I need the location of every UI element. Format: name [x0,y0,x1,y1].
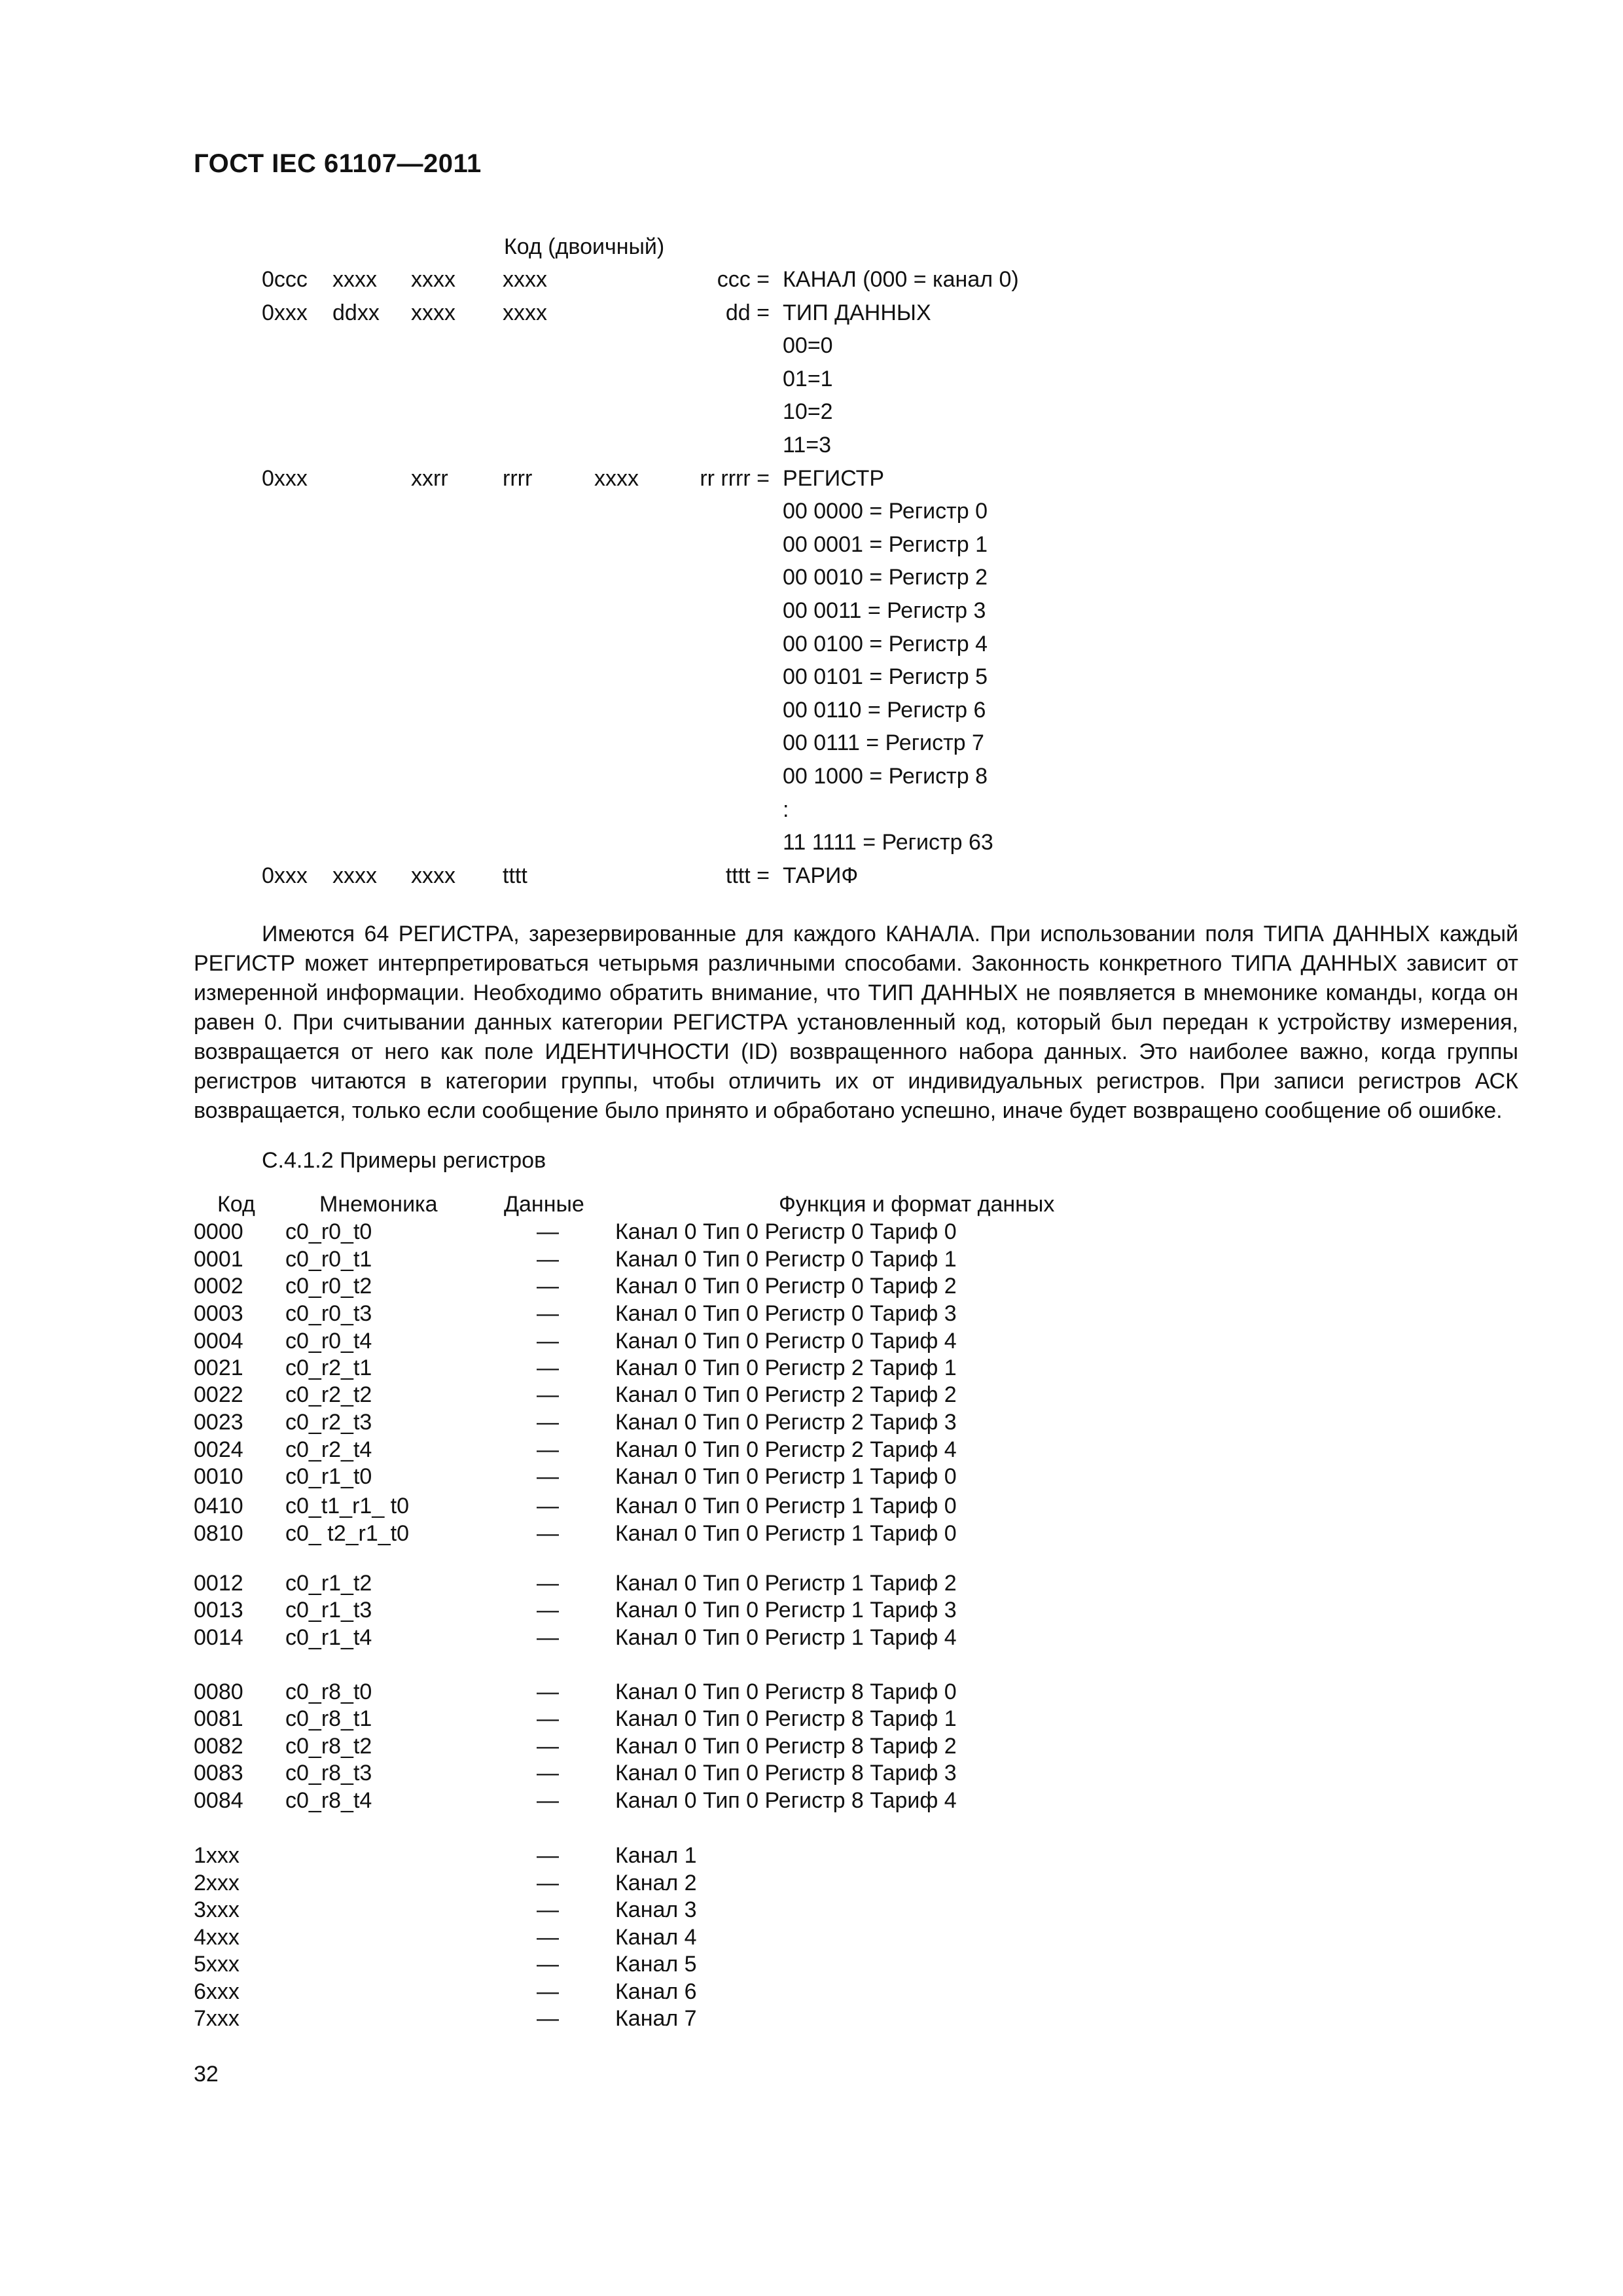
cell-data: — [537,1706,559,1731]
cell-code: 0000 [194,1219,243,1244]
cell-code: 6xxx [194,1979,240,2004]
cell-mnemonic: c0_r0_t2 [285,1274,372,1299]
cell-data: — [537,1788,559,1813]
cell-code: 0014 [194,1625,243,1650]
code-cell-c4: xxxx [503,267,547,292]
cell-function: Канал 2 [615,1871,697,1895]
code-cell-desc: 00 1000 = Регистр 8 [783,764,988,789]
code-cell-c2: ddxx [332,300,380,325]
cell-mnemonic: c0_r2_t4 [285,1437,372,1462]
cell-mnemonic: c0_r2_t1 [285,1355,372,1380]
code-cell-desc: РЕГИСТР [783,466,885,491]
cell-code: 0084 [194,1788,243,1813]
code-cell-desc: 01=1 [783,367,833,391]
header-code: Код [217,1192,255,1217]
cell-code: 0022 [194,1382,243,1407]
code-cell-desc: : [783,797,789,822]
cell-data: — [537,1274,559,1299]
cell-function: Канал 0 Тип 0 Регистр 1 Тариф 3 [615,1598,957,1623]
cell-data: — [537,1679,559,1704]
cell-data: — [537,1625,559,1650]
cell-code: 0001 [194,1247,243,1272]
code-cell-desc: 00 0100 = Регистр 4 [783,632,988,656]
cell-function: Канал 0 Тип 0 Регистр 0 Тариф 1 [615,1247,957,1272]
cell-code: 0081 [194,1706,243,1731]
cell-mnemonic: c0_r0_t0 [285,1219,372,1244]
cell-function: Канал 5 [615,1952,697,1977]
code-cell-desc: ТАРИФ [783,863,859,888]
cell-mnemonic: c0_r2_t2 [285,1382,372,1407]
cell-mnemonic: c0_r8_t4 [285,1788,372,1813]
cell-function: Канал 0 Тип 0 Регистр 8 Тариф 4 [615,1788,957,1813]
cell-code: 0013 [194,1598,243,1623]
cell-function: Канал 0 Тип 0 Регистр 0 Тариф 4 [615,1329,957,1354]
cell-data: — [537,1247,559,1272]
cell-function: Канал 0 Тип 0 Регистр 8 Тариф 1 [615,1706,957,1731]
cell-function: Канал 0 Тип 0 Регистр 0 Тариф 0 [615,1219,957,1244]
cell-data: — [537,1925,559,1950]
cell-function: Канал 6 [615,1979,697,2004]
cell-function: Канал 0 Тип 0 Регистр 1 Тариф 0 [615,1494,957,1518]
code-cell-eq: tttt = [725,863,770,888]
cell-data: — [537,1329,559,1354]
code-cell-desc: 00 0110 = Регистр 6 [783,698,986,723]
cell-code: 0012 [194,1571,243,1596]
cell-code: 1xxx [194,1843,240,1868]
code-cell-desc: 00 0001 = Регистр 1 [783,532,988,557]
cell-data: — [537,1494,559,1518]
cell-code: 0080 [194,1679,243,1704]
cell-data: — [537,1598,559,1623]
cell-code: 2xxx [194,1871,240,1895]
section-subheading: С.4.1.2 Примеры регистров [262,1148,546,1173]
cell-function: Канал 0 Тип 0 Регистр 1 Тариф 0 [615,1521,957,1546]
code-cell-c3: xxxx [411,300,455,325]
code-cell-c1: 0ccc [262,267,308,292]
cell-mnemonic: c0_r0_t1 [285,1247,372,1272]
code-cell-eq: rr rrrr = [700,466,770,491]
cell-data: — [537,1355,559,1380]
cell-code: 0410 [194,1494,243,1518]
cell-function: Канал 0 Тип 0 Регистр 2 Тариф 3 [615,1410,957,1435]
cell-data: — [537,1979,559,2004]
header-function: Функция и формат данных [779,1192,1055,1217]
code-cell-c3: xxxx [411,267,455,292]
code-cell-desc: 00 0010 = Регистр 2 [783,565,988,590]
cell-code: 0810 [194,1521,243,1546]
cell-data: — [537,1761,559,1785]
cell-code: 0003 [194,1301,243,1326]
cell-data: — [537,1437,559,1462]
cell-mnemonic: c0_t1_r1_ t0 [285,1494,410,1518]
cell-function: Канал 0 Тип 0 Регистр 2 Тариф 2 [615,1382,957,1407]
cell-code: 0082 [194,1734,243,1759]
code-cell-desc: 00 0000 = Регистр 0 [783,499,988,524]
cell-mnemonic: c0_r0_t4 [285,1329,372,1354]
code-cell-desc: 00 0011 = Регистр 3 [783,598,986,623]
code-cell-c4: xxxx [503,300,547,325]
cell-mnemonic: c0_r1_t2 [285,1571,372,1596]
code-cell-desc: 11=3 [783,433,832,457]
code-cell-c2: xxxx [332,863,377,888]
cell-function: Канал 0 Тип 0 Регистр 8 Тариф 3 [615,1761,957,1785]
code-cell-c3: xxxx [411,863,455,888]
code-cell-c2: xxxx [332,267,377,292]
cell-mnemonic: c0_r8_t3 [285,1761,372,1785]
cell-data: — [537,1571,559,1596]
cell-function: Канал 4 [615,1925,697,1950]
page-number: 32 [194,2062,219,2087]
cell-code: 0024 [194,1437,243,1462]
code-cell-c5: xxxx [594,466,639,491]
cell-data: — [537,1219,559,1244]
cell-mnemonic: c0_r8_t1 [285,1706,372,1731]
cell-data: — [537,1843,559,1868]
header-mnemonic: Мнемоника [319,1192,438,1217]
document-header: ГОСТ IEC 61107—2011 [194,149,482,178]
cell-code: 3xxx [194,1897,240,1922]
cell-data: — [537,2006,559,2031]
cell-function: Канал 0 Тип 0 Регистр 1 Тариф 2 [615,1571,957,1596]
cell-data: — [537,1734,559,1759]
code-cell-desc: 10=2 [783,399,833,424]
cell-code: 5xxx [194,1952,240,1977]
cell-data: — [537,1301,559,1326]
cell-code: 0021 [194,1355,243,1380]
cell-function: Канал 0 Тип 0 Регистр 1 Тариф 0 [615,1464,957,1489]
cell-mnemonic: c0_r1_t4 [285,1625,372,1650]
cell-function: Канал 0 Тип 0 Регистр 8 Тариф 0 [615,1679,957,1704]
cell-code: 0002 [194,1274,243,1299]
cell-mnemonic: c0_r8_t2 [285,1734,372,1759]
cell-mnemonic: c0_r2_t3 [285,1410,372,1435]
cell-function: Канал 0 Тип 0 Регистр 0 Тариф 2 [615,1274,957,1299]
code-cell-eq: dd = [725,300,770,325]
cell-code: 0023 [194,1410,243,1435]
cell-mnemonic: c0_r1_t0 [285,1464,372,1489]
code-cell-c1: 0xxx [262,466,308,491]
cell-mnemonic: c0_r8_t0 [285,1679,372,1704]
code-cell-c4: rrrr [503,466,533,491]
cell-code: 4xxx [194,1925,240,1950]
code-cell-desc: 00=0 [783,333,833,358]
code-cell-c4: tttt [503,863,527,888]
cell-code: 0083 [194,1761,243,1785]
code-cell-c1: 0xxx [262,300,308,325]
code-cell-desc: 00 0101 = Регистр 5 [783,664,988,689]
code-cell-desc: 00 0111 = Регистр 7 [783,730,984,755]
code-cell-desc: ТИП ДАННЫХ [783,300,931,325]
cell-data: — [537,1871,559,1895]
cell-data: — [537,1952,559,1977]
cell-mnemonic: c0_r0_t3 [285,1301,372,1326]
code-cell-c3: xxrr [411,466,448,491]
header-data: Данные [504,1192,584,1217]
cell-function: Канал 0 Тип 0 Регистр 8 Тариф 2 [615,1734,957,1759]
cell-mnemonic: c0_r1_t3 [285,1598,372,1623]
cell-function: Канал 0 Тип 0 Регистр 0 Тариф 3 [615,1301,957,1326]
body-paragraph: Имеются 64 РЕГИСТРА, зарезервированные для каждого КАНАЛА. При использовании поля ТИПА ДАННЫХ каждый РЕГИСТР может интерпретироваться четырьмя различными способами. Законность конкретного ТИПА ДАННЫХ зависит от измеренной информации. Необходимо обратить внимание, что ТИП ДАННЫХ не появляется в мнемонике команды, когда он равен 0. При считывании данных категории РЕГИСТРА установленный код, который был передан к устройству измерения, возвращается от него как поле ИДЕНТИЧНОСТИ (ID) возвращенного набора данных. Это наиболее важно, когда группы регистров читаются в категории группы, чтобы отличить их от индивидуальных регистров. При записи регистров АСК возвращается, только если сообщение было принято и обработано успешно, иначе будет возвращено сообщение об ошибке. [194,922,1518,1123]
cell-function: Канал 0 Тип 0 Регистр 2 Тариф 1 [615,1355,957,1380]
cell-code: 0010 [194,1464,243,1489]
cell-data: — [537,1521,559,1546]
cell-mnemonic: c0_ t2_r1_t0 [285,1521,410,1546]
cell-data: — [537,1382,559,1407]
cell-function: Канал 7 [615,2006,697,2031]
code-cell-c1: 0xxx [262,863,308,888]
code-cell-eq: ccc = [717,267,770,292]
cell-code: 0004 [194,1329,243,1354]
code-block-title: Код (двоичный) [504,234,665,259]
cell-code: 7xxx [194,2006,240,2031]
cell-data: — [537,1464,559,1489]
cell-function: Канал 0 Тип 0 Регистр 1 Тариф 4 [615,1625,957,1650]
cell-function: Канал 3 [615,1897,697,1922]
cell-function: Канал 0 Тип 0 Регистр 2 Тариф 4 [615,1437,957,1462]
code-cell-desc: 11 1111 = Регистр 63 [783,830,993,855]
cell-data: — [537,1897,559,1922]
cell-function: Канал 1 [615,1843,697,1868]
code-cell-desc: КАНАЛ (000 = канал 0) [783,267,1019,292]
cell-data: — [537,1410,559,1435]
